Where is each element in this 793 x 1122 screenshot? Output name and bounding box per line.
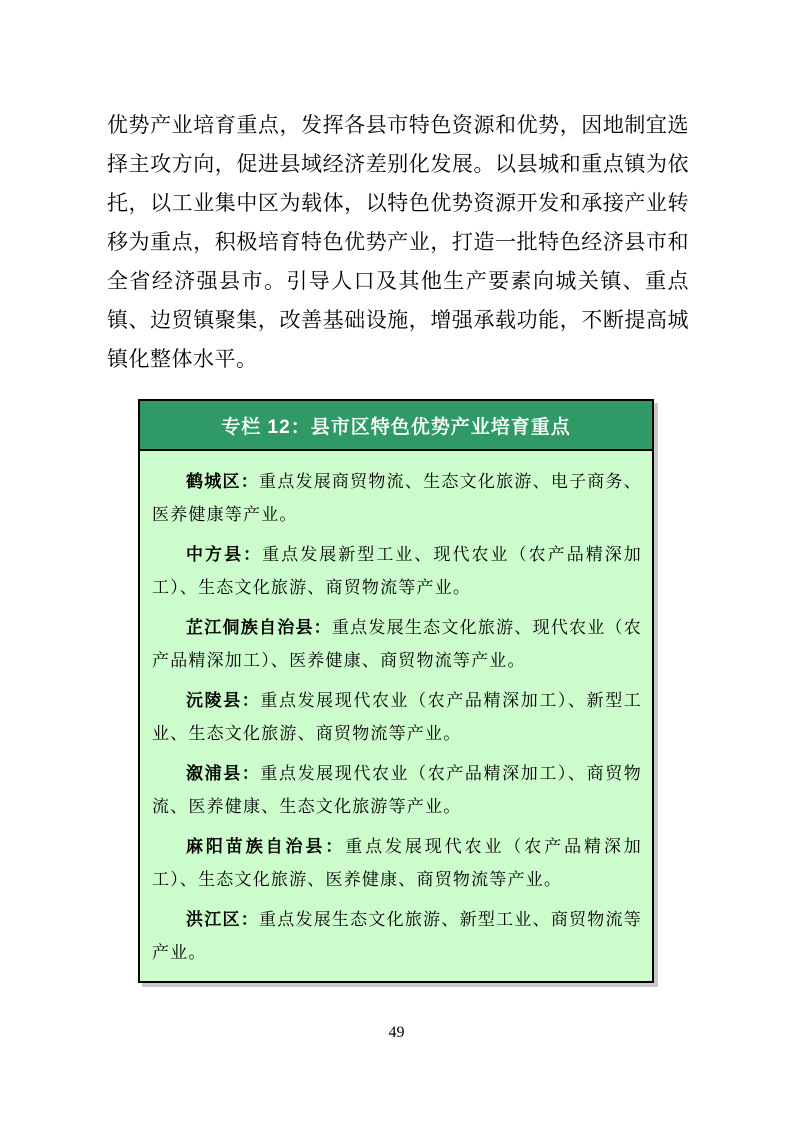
county-name: 洪江区：: [186, 910, 259, 929]
county-name: 麻阳苗族自治县：: [186, 837, 346, 856]
callout-header: [140, 401, 652, 451]
county-desc: 重点发展现代农业（农产品精深加工）、新型工业、生态文化旅游、商贸物流等产业。: [152, 691, 642, 743]
callout-box: [138, 399, 654, 983]
county-desc: 重点发展生态文化旅游、现代农业（农产品精深加工）、医养健康、商贸物流等产业。: [152, 618, 642, 670]
county-desc: 重点发展现代农业（农产品精深加工）、商贸物流、医养健康、生态文化旅游等产业。: [152, 764, 642, 816]
county-desc: 重点发展新型工业、现代农业（农产品精深加工）、生态文化旅游、商贸物流等产业。: [152, 545, 642, 597]
county-name: 溆浦县：: [186, 764, 261, 783]
industry-item-zhongfang: [152, 538, 642, 604]
industry-item-yuanling: [152, 684, 642, 750]
county-name: 中方县：: [186, 545, 263, 564]
industry-item-zhijiang: [152, 611, 642, 677]
industry-item-hongjiang: [152, 903, 642, 969]
industry-item-mayang: [152, 830, 642, 896]
page-number: 49: [388, 1024, 405, 1041]
county-desc: 重点发展商贸物流、生态文化旅游、电子商务、医养健康等产业。: [152, 472, 642, 524]
county-name: 鹤城区：: [186, 472, 259, 491]
county-desc: 重点发展现代农业（农产品精深加工）、生态文化旅游、医养健康、商贸物流等产业。: [152, 837, 642, 889]
callout-title: 专栏 12：县市区特色优势产业培育重点: [221, 416, 571, 438]
county-desc: 重点发展生态文化旅游、新型工业、商贸物流等产业。: [152, 910, 642, 962]
county-name: 沅陵县：: [186, 691, 261, 710]
industry-item-hecheng: [152, 465, 642, 531]
industry-item-xupu: [152, 757, 642, 823]
county-name: 芷江侗族自治县：: [186, 618, 332, 637]
callout-body: [140, 451, 652, 981]
body-paragraph: 优势产业培育重点，发挥各县市特色资源和优势，因地制宜选择主攻方向，促进县域经济差别化发展。以县城和重点镇为依托，以工业集中区为载体，以特色优势资源开发和承接产业转移为重点，积极培育特色优势产业，打造一批特色经济县市和全省经济强县市。引导人口及其他生产要素向城关镇、重点镇、边贸镇聚集，改善基础设施，增强承载功能，不断提高城镇化整体水平。: [107, 113, 689, 371]
